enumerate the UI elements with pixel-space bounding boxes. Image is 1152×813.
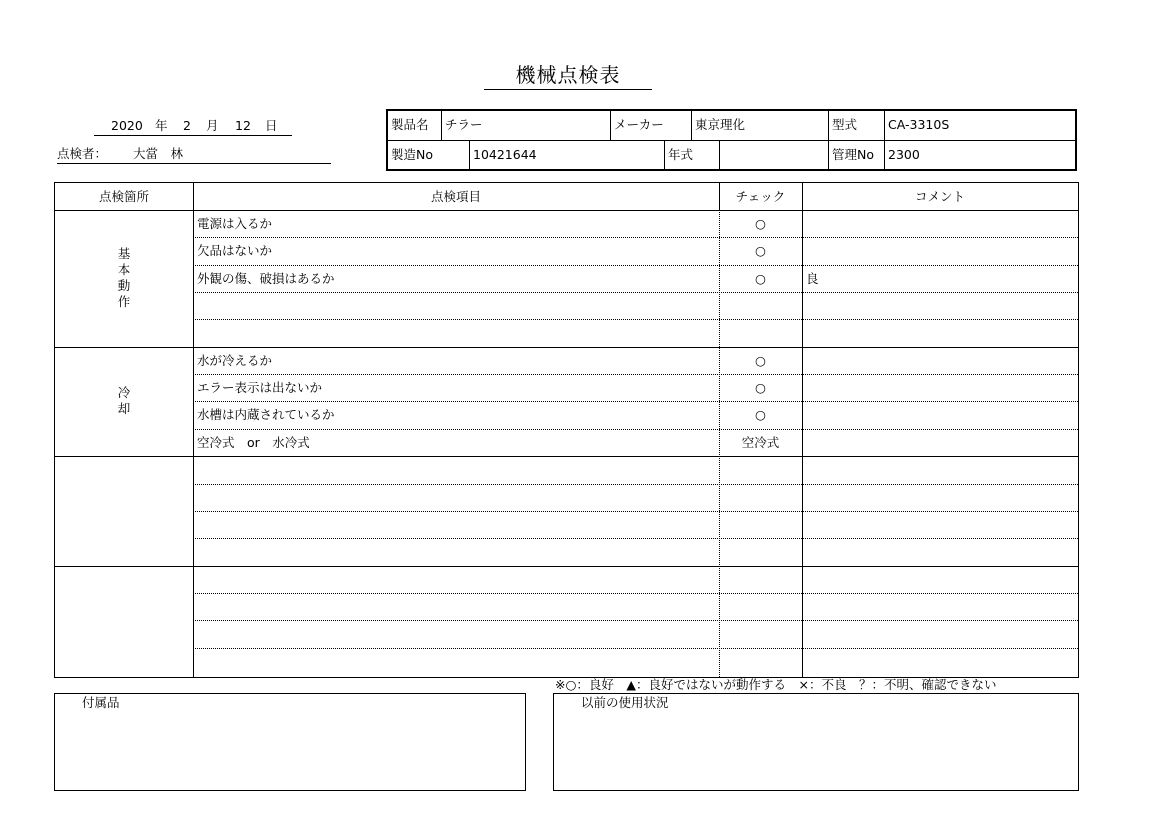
comment-cell[interactable]: [806, 292, 1066, 319]
check-mark[interactable]: ○: [755, 380, 766, 396]
comment-cell[interactable]: [806, 374, 1066, 401]
check-item[interactable]: [197, 292, 697, 319]
date-day: 12: [235, 118, 251, 133]
comment-cell[interactable]: [806, 429, 1066, 456]
comment-cell[interactable]: [806, 648, 1066, 675]
check-item[interactable]: 水槽は内蔵されているか: [197, 407, 335, 423]
check-mark[interactable]: ○: [755, 243, 766, 259]
check-mark[interactable]: ○: [755, 270, 766, 286]
product-info-box: [386, 109, 1077, 171]
product-name-label: 製品名: [391, 117, 429, 132]
check-item[interactable]: [197, 456, 697, 483]
check-item[interactable]: [197, 484, 697, 511]
comment-cell[interactable]: 良: [806, 270, 819, 286]
comment-cell[interactable]: [806, 347, 1066, 374]
check-item[interactable]: [197, 319, 697, 346]
legend-note: ※○：良好 ▲：良好ではないが動作する ×：不良 ？：不明、確認できない: [555, 677, 997, 692]
date-month: 2: [183, 118, 191, 133]
mgmt-label: 管理No: [832, 147, 874, 162]
check-item[interactable]: 外観の傷、破損はあるか: [197, 270, 335, 286]
check-item[interactable]: 水が冷えるか: [197, 352, 273, 368]
year-label: 年式: [668, 147, 694, 162]
check-mark[interactable]: [719, 292, 802, 319]
accessories-box[interactable]: [54, 693, 526, 791]
comment-cell[interactable]: [806, 401, 1066, 428]
comment-cell[interactable]: [806, 456, 1066, 483]
check-item[interactable]: [197, 511, 697, 538]
check-mark[interactable]: [719, 593, 802, 620]
check-item[interactable]: [197, 620, 697, 647]
comment-cell[interactable]: [806, 538, 1066, 565]
header-item: 点検項目: [430, 189, 481, 204]
check-item[interactable]: [197, 648, 697, 675]
inspector-line: [57, 145, 331, 164]
model[interactable]: CA-3310S: [888, 117, 950, 132]
check-item[interactable]: [197, 538, 697, 565]
inspection-table: [54, 182, 1079, 678]
check-mark[interactable]: [719, 648, 802, 675]
check-mark[interactable]: [719, 484, 802, 511]
mgmt[interactable]: 2300: [888, 147, 920, 162]
comment-cell[interactable]: [806, 593, 1066, 620]
comment-cell[interactable]: [806, 319, 1066, 346]
date-year: 2020: [111, 118, 143, 133]
header-check: チェック: [735, 189, 786, 204]
history-box[interactable]: [553, 693, 1079, 791]
comment-cell[interactable]: [806, 511, 1066, 538]
check-mark[interactable]: 空冷式: [741, 434, 780, 450]
check-item[interactable]: エラー表示は出ないか: [197, 380, 323, 396]
date-year-unit: 年: [155, 118, 168, 133]
serial[interactable]: 10421644: [473, 147, 537, 162]
inspection-date: [94, 117, 292, 136]
maker-label: メーカー: [614, 117, 664, 132]
location-label: 基 本 動 作: [117, 246, 131, 309]
maker[interactable]: 東京理化: [695, 117, 746, 132]
check-mark[interactable]: ○: [755, 352, 766, 368]
check-mark[interactable]: ○: [755, 216, 766, 231]
header-location: 点検箇所: [98, 189, 149, 204]
model-label: 型式: [832, 117, 858, 132]
check-item[interactable]: 空冷式 or 水冷式: [197, 434, 310, 450]
date-month-unit: 月: [206, 118, 219, 133]
check-mark[interactable]: [719, 456, 802, 483]
comment-cell[interactable]: [806, 566, 1066, 593]
comment-cell[interactable]: [806, 620, 1066, 647]
check-mark[interactable]: [719, 511, 802, 538]
date-day-unit: 日: [265, 118, 278, 133]
check-item[interactable]: [197, 593, 697, 620]
check-mark[interactable]: [719, 566, 802, 593]
check-mark[interactable]: [719, 620, 802, 647]
check-mark[interactable]: [719, 319, 802, 346]
comment-cell[interactable]: [806, 237, 1066, 264]
comment-cell[interactable]: [806, 210, 1066, 237]
location-label: 冷 却: [117, 385, 131, 416]
accessories-label: 付属品: [82, 695, 120, 710]
comment-cell[interactable]: [806, 484, 1066, 511]
inspector-label: 点検者：: [57, 146, 108, 161]
header-comment: コメント: [914, 189, 965, 204]
check-item[interactable]: [197, 566, 697, 593]
history-label: 以前の使用状況: [581, 695, 669, 710]
inspector-name: 大當 林: [133, 146, 184, 161]
product-name[interactable]: チラー: [445, 117, 483, 132]
check-mark[interactable]: [719, 538, 802, 565]
check-item[interactable]: 電源は入るか: [197, 216, 273, 231]
check-mark[interactable]: ○: [755, 407, 766, 423]
form-title: 機械点検表: [484, 62, 652, 90]
serial-label: 製造No: [391, 147, 433, 162]
check-item[interactable]: 欠品はないか: [197, 243, 273, 259]
